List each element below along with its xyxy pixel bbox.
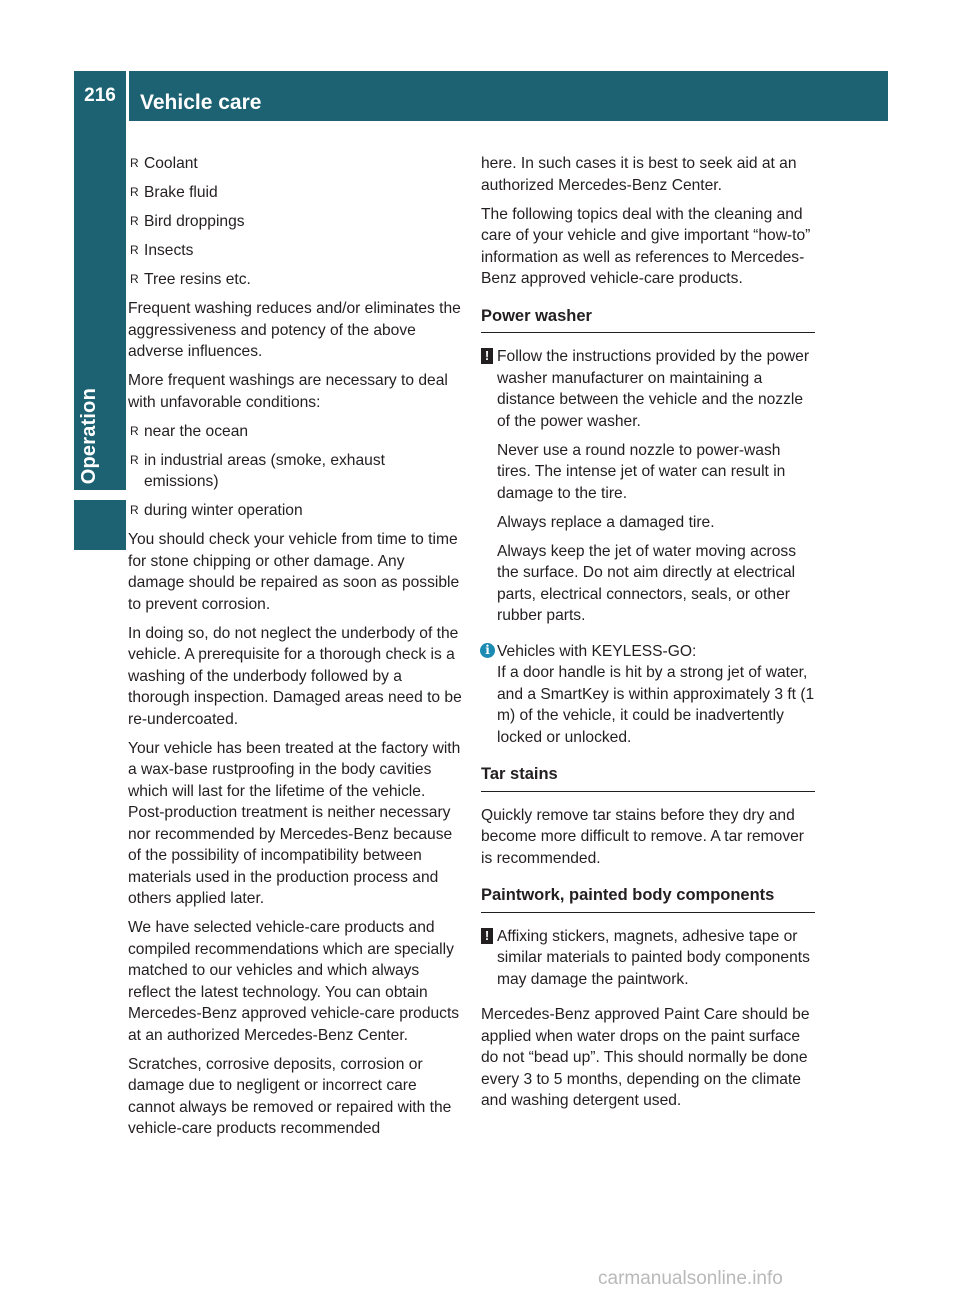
list-item: R near the ocean	[128, 421, 462, 443]
bullet-mark: R	[130, 503, 139, 517]
bullet-mark: R	[130, 423, 139, 438]
list-item: R Bird droppings	[128, 211, 462, 233]
list-item: R Coolant	[128, 153, 462, 175]
header-separator	[126, 71, 129, 121]
bullet-mark: R	[130, 214, 139, 228]
paragraph: The following topics deal with the cleaning and care of your vehicle and give important “how-to” information as well as references to Mercedes-Benz approved vehicle-care products.	[481, 205, 811, 287]
paragraph: here. In such cases it is best to seek aid at an authorized Mercedes-Benz Center.	[481, 155, 797, 194]
heading-paintwork: Paintwork, painted body components	[481, 885, 815, 913]
bullet-mark: R	[130, 185, 139, 199]
left-column	[128, 153, 462, 1147]
warning-line: Always replace a damaged tire.	[497, 513, 715, 531]
list-item: R Brake fluid	[128, 182, 462, 204]
warning-note-power-washer	[481, 346, 815, 627]
warning-note-paintwork	[481, 926, 815, 991]
paragraph: Frequent washing reduces and/or eliminates the aggressiveness and potency of the above adverse influences.	[128, 300, 461, 360]
list-item: R during winter operation	[128, 500, 462, 522]
heading-tar-stains: Tar stains	[481, 764, 815, 792]
list-item: R Insects	[128, 240, 462, 262]
right-column	[481, 153, 815, 1119]
bullet-mark: R	[130, 272, 139, 286]
warning-line: Always keep the jet of water moving across the surface. Do not aim directly at electrical parts, electrical connectors, seals, or other rubber parts.	[497, 542, 797, 624]
paragraph: Scratches, corrosive deposits, corrosion or damage due to negligent or incorrect care cannot always be removed or repaired with the vehicle-care products recommended	[128, 1055, 452, 1137]
page-number: 216	[84, 85, 116, 106]
warning-line: ! Affixing stickers, magnets, adhesive tape or similar materials to painted body components may damage the paintwork.	[481, 926, 815, 991]
warning-icon: !	[481, 928, 493, 944]
heading-power-washer: Power washer	[481, 306, 815, 334]
info-note-keyless-go	[481, 641, 815, 749]
paragraph: More frequent washings are necessary to deal with unfavorable conditions:	[128, 372, 448, 411]
warning-line: Never use a round nozzle to power-wash tires. The intense jet of water can result in damage to the tire.	[497, 441, 786, 502]
watermark: carmanualsonline.info	[598, 1268, 783, 1289]
bullet-mark: R	[130, 243, 139, 257]
list-item: R in industrial areas (smoke, exhaust emissions)	[130, 451, 385, 490]
paragraph: You should check your vehicle from time to time for stone chipping or other damage. Any damage should be repaired as soon as possible to prevent corrosion.	[128, 531, 460, 613]
list-item: R Tree resins etc.	[128, 269, 462, 291]
warning-icon: !	[481, 348, 493, 364]
info-icon: i	[480, 643, 495, 658]
section-title: Vehicle care	[140, 91, 262, 114]
bullet-mark: R	[130, 156, 139, 170]
bullet-mark: R	[130, 452, 139, 467]
paragraph: We have selected vehicle-care products and compiled recommendations which are specially matched to our vehicles and which always reflect the latest technology. You can obtain Mercedes-Benz approved vehicle-care products at an authorized Mercedes-Benz Center.	[128, 919, 460, 1044]
side-tab	[74, 121, 126, 490]
warning-line: ! Follow the instructions provided by the power washer manufacturer on maintaining a distance between the vehicle and the nozzle of the power washer.	[481, 346, 815, 432]
side-marker	[74, 500, 126, 550]
paragraph: In doing so, do not neglect the underbody of the vehicle. A prerequisite for a thorough check is a washing of the underbody followed by a thorough inspection. Damaged areas need to be re-undercoated.	[128, 624, 462, 728]
side-tab-label: Operation	[78, 387, 100, 484]
info-line: i Vehicles with KEYLESS-GO: If a door handle is hit by a strong jet of water, and a SmartKey is within approximately 3 ft (1 m) of the vehicle, it could be inadvertently locked or unlocked.	[481, 641, 815, 749]
paragraph: Your vehicle has been treated at the factory with a wax-base rustproofing in the body cavities which will last for the lifetime of the vehicle. Post-production treatment is neither necessary nor recommended by Mercedes-Benz because of the possibility of incompatibility between materials used in the production process and others applied later.	[128, 739, 461, 907]
paragraph: Quickly remove tar stains before they dry and become more difficult to remove. A tar remover is recommended.	[481, 806, 804, 867]
paragraph: Mercedes-Benz approved Paint Care should be applied when water drops on the paint surface do not “bead up”. This should normally be done every 3 to 5 months, depending on the climate and washing detergent used.	[481, 1006, 810, 1109]
